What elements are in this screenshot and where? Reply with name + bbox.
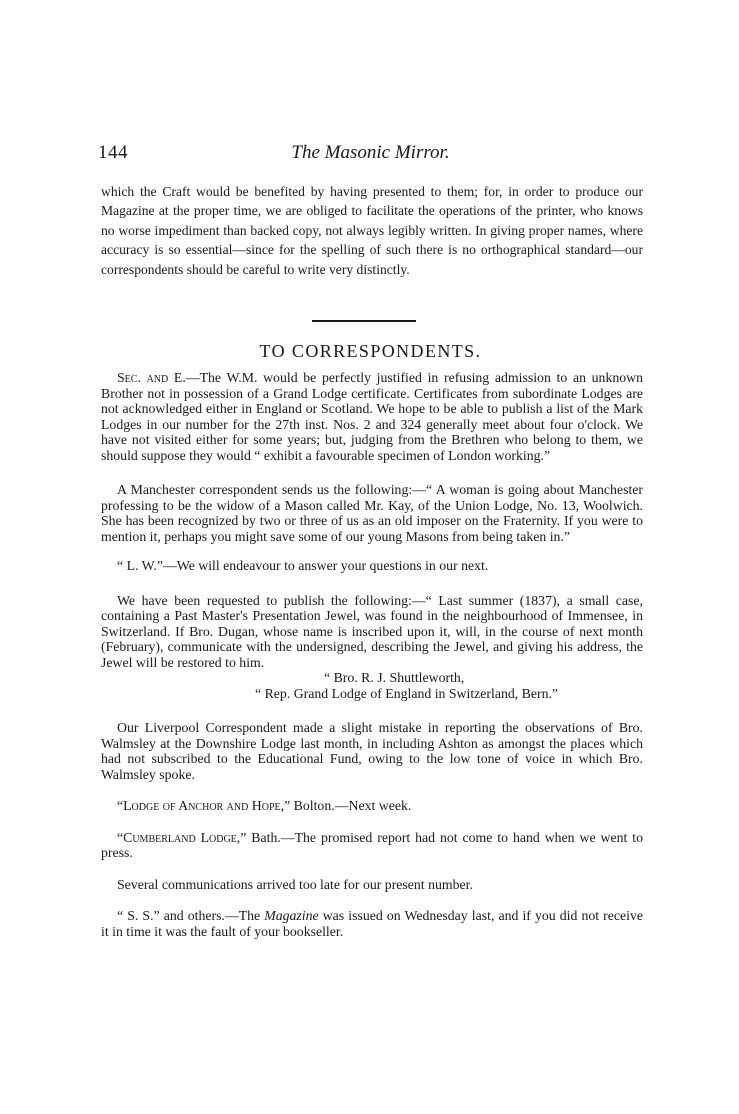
entry-liverpool: Our Liverpool Correspondent made a slight mistake in reporting the observations of Bro. Walmsley at the Downshire Lodge last month, in including Ashton as amongst the places which had not subscribed to the Educational Fund, owing to the low tone of voice in which Bro. Walmsley spoke. — [101, 720, 643, 782]
entry-text: Bath.—The promised report had not come to hand when we went to press. — [101, 829, 643, 860]
entry-italic: Magazine — [264, 908, 319, 923]
entry-ss — [101, 908, 643, 939]
page-number: 144 — [98, 142, 128, 163]
running-title: The Masonic Mirror. — [291, 142, 450, 163]
entry-lw: “ L. W.”—We will endeavour to answer your questions in our next. — [117, 558, 489, 573]
entry-lead: “ S. S.” and others.—The — [117, 908, 265, 923]
correspondents-body — [101, 370, 643, 939]
entry-text: Bolton.—Next week. — [290, 798, 412, 813]
entry-manchester: A Manchester correspondent sends us the following:—“ A woman is going about Manchester professing to be the widow of a Mason called Mr. Kay, of the Union Lodge, No. 13, Woolwich. She has been recognized by two or three of us as an old imposer on the Fraternity. If you were to mention it, perhaps you might save some of our young Masons from being taken in.” — [101, 482, 643, 544]
signature-name: “ Bro. R. J. Shuttleworth, — [324, 670, 465, 685]
entry-lead: “Cumberland Lodge,” — [117, 829, 247, 845]
intro-paragraph: which the Craft would be benefited by having presented to them; for, in order to produce our Magazine at the proper time, we are obliged to facilitate the operations of the printer, who knows no worse impediment than backed copy, not always legibly written. In giving proper names, where accuracy is so essential—since for the spelling of such there is no orthographical standard—our correspondents should be careful to write very distinctly. — [101, 184, 643, 277]
entry-jewel: We have been requested to publish the following:—“ Last summer (1837), a small case, containing a Past Master's Presentation Jewel, was found in the neighbourhood of Immensee, in Switzerland. If Bro. Dugan, whose name is inscribed upon it, will, in the course of next month (February), communicate with the undersigned, describing the Jewel, and giving his address, the Jewel will be restored to him. — [101, 592, 643, 670]
entry-lead: Sec. and E. — [117, 370, 186, 385]
section-heading: TO CORRESPONDENTS. — [259, 341, 482, 361]
entry-lead: “Lodge of Anchor and Hope,” — [117, 798, 291, 813]
page-header — [98, 142, 643, 168]
entry-sec-e — [101, 370, 643, 463]
entry-text: was issued on Wednesday last, and if you did not receive it in time it was the fault of your bookseller. — [101, 908, 643, 939]
entry-cumberland — [101, 830, 643, 861]
entry-text: —The W.M. would be perfectly justified in refusing admission to an unknown Brother not in possession of a Grand Lodge certificate. Certificates from subordinate Lodges are not acknowledged either in England or Scotland. We hope to be able to publish a list of the Mark Lodges in our number for the 27th inst. Nos. 2 and 324 generally meet about four o'clock. We have not visited either for some years; but, judging from the Brethren who belong to them, we should suppose they would “ exhibit a favourable specimen of London working.” — [101, 370, 643, 463]
entry-late: Several communications arrived too late for our present number. — [117, 876, 473, 892]
signature-title: “ Rep. Grand Lodge of England in Switzerland, Bern.” — [255, 685, 559, 701]
entry-anchor — [101, 798, 643, 814]
section-divider — [312, 320, 416, 322]
